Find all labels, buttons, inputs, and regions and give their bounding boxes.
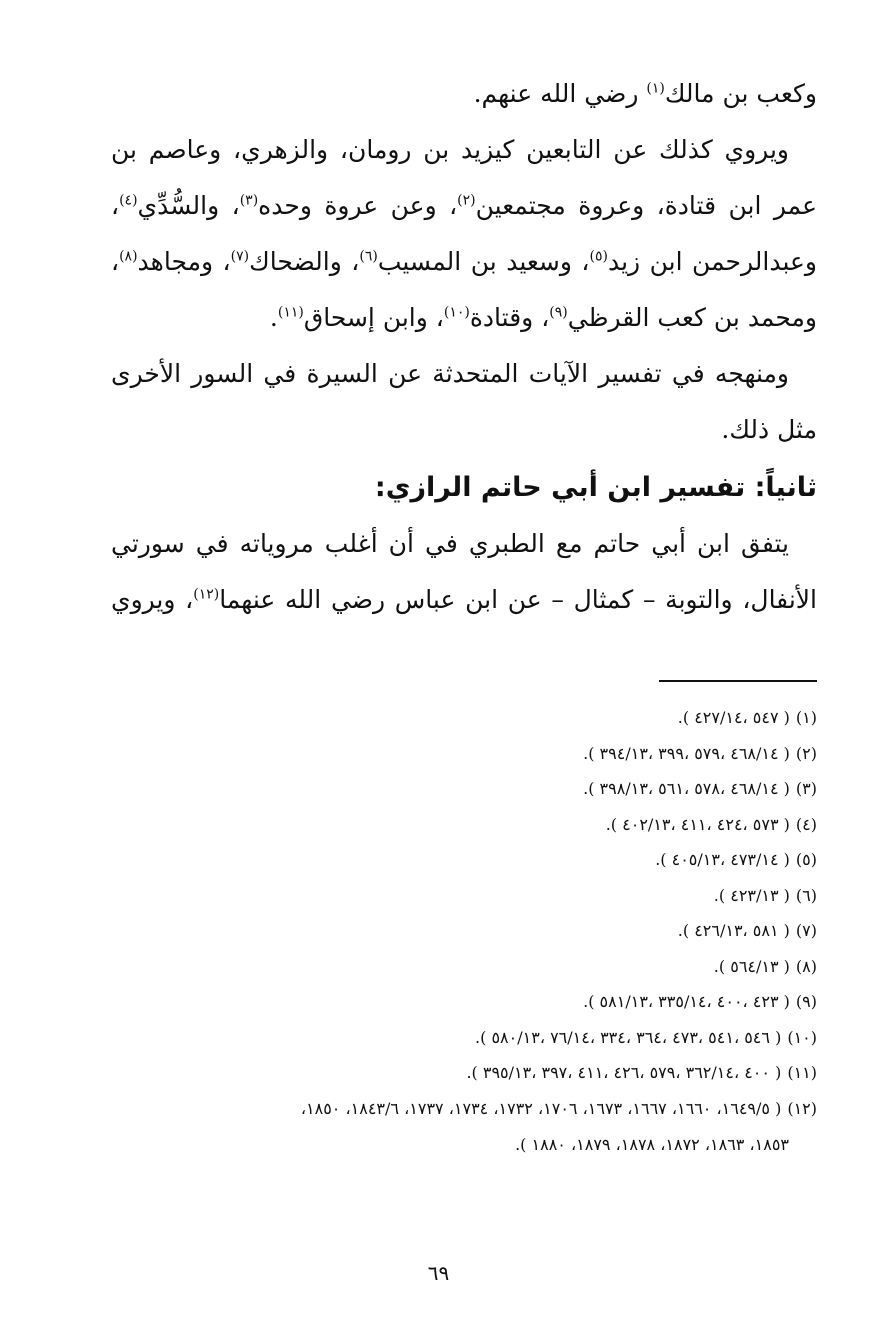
footnote-item xyxy=(111,1020,817,1056)
footnote-number: (٥) xyxy=(795,850,817,869)
footnote-number: (٢) xyxy=(795,743,817,763)
footnote-text: ( ٥٤٧ ،٤٢٧/١٤ ). xyxy=(677,708,790,727)
footnotes-list xyxy=(111,700,817,1163)
footnote-item xyxy=(111,700,817,736)
footnote-text: ( ٤٧٣/١٤ ،٤٠٥/١٣ ). xyxy=(655,850,790,869)
text-run: رضي الله عنهم. xyxy=(473,79,647,108)
footnote-item xyxy=(111,913,817,949)
footnote-text: ( ٤٢٣/١٣ ). xyxy=(713,885,790,905)
footnote-number: (١١) xyxy=(787,1063,817,1082)
page-number: ٦٩ xyxy=(427,1261,450,1285)
paragraph-methodology xyxy=(111,346,817,458)
footnote-number: (٩) xyxy=(795,992,817,1011)
text-run: ، وعبدالرحمن ابن زيد xyxy=(111,191,817,276)
footnote-number: (٤) xyxy=(795,814,817,834)
footnote-reference: (٨) xyxy=(119,248,138,265)
footnote-number: (١٢) xyxy=(787,1098,817,1118)
footnote-text: ( ٥٨١ ،٤٢٦/١٣ ). xyxy=(677,921,790,940)
text-run: ، وعن عروة وحده xyxy=(258,191,458,220)
footnote-reference: (١١) xyxy=(277,304,304,321)
footnote-reference: (١٢) xyxy=(193,586,220,603)
footnote-item xyxy=(111,878,817,914)
text-run: . xyxy=(269,303,278,332)
footnote-item xyxy=(111,1091,817,1163)
text-run: ، وقتادة xyxy=(469,303,550,332)
footnote-reference: (٥) xyxy=(589,248,608,265)
footnote-text: ( ٤٦٨/١٤ ،٥٧٨ ،٥٦١ ،٣٩٨/١٣ ). xyxy=(583,779,790,798)
footnote-item xyxy=(111,1055,817,1091)
footnote-number: (٨) xyxy=(795,956,817,976)
footnote-text: ( ٥٤٦ ،٥٤١ ،٤٧٣ ،٣٦٤ ،٣٣٤ ،٧٦/١٤ ،٥٨٠/١٣ ). xyxy=(475,1027,782,1047)
text-run: ، وابن إسحاق xyxy=(303,303,444,332)
text-run: ، والسُّدِّي xyxy=(137,191,240,220)
paragraph-continuation xyxy=(111,66,817,122)
text-run: ، ومحمد بن كعب القرظي xyxy=(111,247,817,332)
footnote-reference: (٧) xyxy=(230,248,250,265)
footnote-reference: (١٠) xyxy=(443,304,470,321)
section-heading: ثانياً: تفسير ابن أبي حاتم الرازي: xyxy=(374,472,817,503)
text-run: يتفق ابن أبي حاتم مع الطبري في أن أغلب مروياته في سورتي الأنفال، والتوبة – كمثال – عن ابن عباس رضي الله عنهما xyxy=(111,529,817,614)
text-run: وكعب بن مالك xyxy=(664,79,817,108)
footnote-text: ( ٤٠٠ ،٣٦٢/١٤ ،٥٧٩ ،٤٢٦ ،٤١١ ،٣٩٧ ،٣٩٥/١٣ ). xyxy=(466,1063,782,1082)
footnote-reference: (١) xyxy=(646,80,665,97)
footnote-reference: (٢) xyxy=(457,192,476,209)
footnote-text: ( ٥٧٣ ،٤٢٤ ،٤١١ ،٤٠٢/١٣ ). xyxy=(605,814,790,834)
footnote-text: ( ٥٦٤/١٣ ). xyxy=(713,956,790,976)
footnote-item xyxy=(111,949,817,985)
main-text xyxy=(111,66,817,628)
footnote-number: (١٠) xyxy=(787,1027,817,1047)
footnote-number: (٧) xyxy=(795,921,817,940)
paragraph-narrators xyxy=(111,122,817,346)
footnote-reference: (٣) xyxy=(239,192,259,209)
footnote-reference: (٩) xyxy=(549,304,568,321)
text-run: ، ويروي xyxy=(111,585,194,614)
footnote-text-continuation: ١٨٥٣، ١٨٦٣، ١٨٧٢، ١٨٧٨، ١٨٧٩، ١٨٨٠ ). xyxy=(515,1134,789,1154)
footnote-item xyxy=(111,736,817,772)
text-run: ، وسعيد بن المسيب xyxy=(377,247,590,276)
footnote-separator xyxy=(659,680,817,682)
footnote-number: (٦) xyxy=(795,885,817,905)
text-run: ، والضحاك xyxy=(249,247,360,276)
text-run: ومنهجه في تفسير الآيات المتحدثة عن السيرة في السور الأخرى مثل ذلك. xyxy=(111,359,817,444)
footnote-number: (١) xyxy=(795,708,817,727)
footnote-reference: (٤) xyxy=(119,192,138,209)
footnote-text: ( ١٦٤٩/٥، ١٦٦٠، ١٦٦٧، ١٦٧٣، ١٧٠٦، ١٧٣٢، ١٧٣٤، ١٧٣٧، ١٨٤٣/٦، ١٨٥٠، xyxy=(300,1098,782,1118)
footnote-text: ( ٤٢٣ ،٤٠٠ ،٣٣٥/١٤ ،٥٨١/١٣ ). xyxy=(583,992,790,1011)
footnote-item xyxy=(111,984,817,1020)
footnote-item xyxy=(111,771,817,807)
footnote-item xyxy=(111,807,817,843)
footnote-text: ( ٤٦٨/١٤ ،٥٧٩ ،٣٩٩ ،٣٩٤/١٣ ). xyxy=(583,743,790,763)
text-run: ويروي كذلك عن التابعين كيزيد بن رومان، والزهري، وعاصم بن عمر ابن قتادة، وعروة مجتمعين xyxy=(111,135,817,220)
paragraph-ibn-abi-hatim xyxy=(111,516,817,628)
footnote-reference: (٦) xyxy=(359,248,378,265)
text-run: ، ومجاهد xyxy=(137,247,231,276)
footnote-item xyxy=(111,842,817,878)
footnote-number: (٣) xyxy=(795,779,817,798)
